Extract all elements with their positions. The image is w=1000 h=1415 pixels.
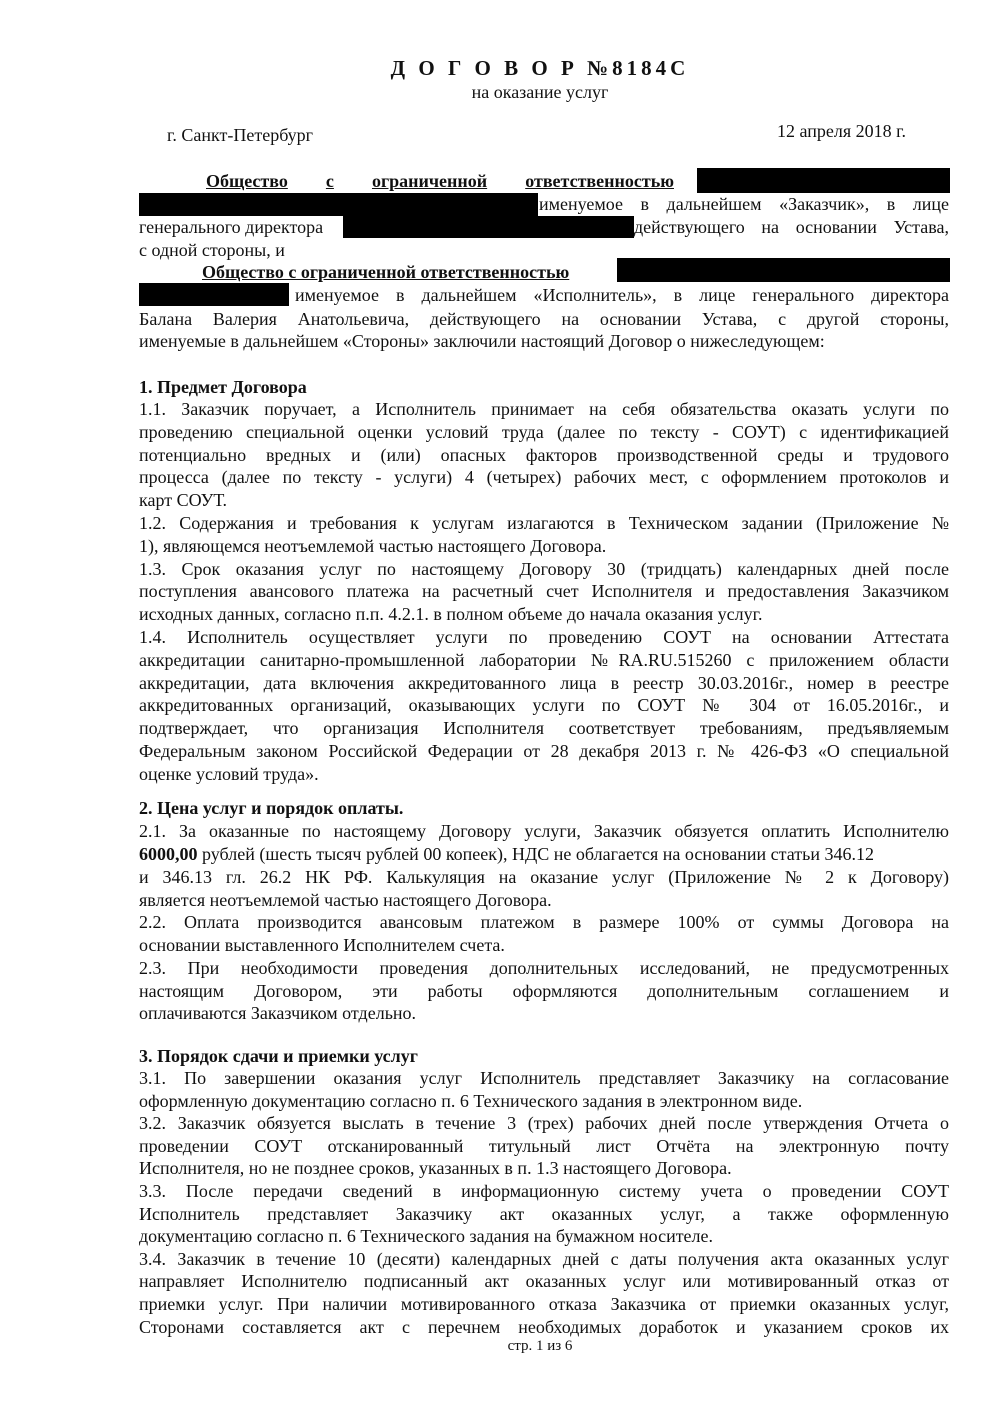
redaction-block bbox=[697, 168, 950, 193]
contractor-org: Общество с ограниченной ответственностью bbox=[202, 262, 570, 282]
section-3-heading: 3. Порядок сдачи и приемки услуг bbox=[139, 1046, 418, 1066]
section-1-heading: 1. Предмет Договора bbox=[139, 377, 307, 397]
text-line: Исполнителя, но не позднее сроков, указанных в п. 1.3 настоящего Договора. bbox=[139, 1158, 732, 1179]
text-line: исходных данных, согласно п.п. 4.2.1. в полном объеме до начала оказания услуг. bbox=[139, 604, 763, 625]
text-line: основании выставленного Исполнителем счета. bbox=[139, 935, 505, 956]
text-line: процесса (далее по тексту - услуги) 4 (четырех) рабочих мест, с оформлением протоколов и bbox=[139, 467, 949, 488]
page-number: стр. 1 из 6 bbox=[507, 1338, 573, 1354]
contractor-named-line bbox=[295, 285, 949, 306]
text-line: 1), являющемся неотъемлемой частью настоящего Договора. bbox=[139, 535, 607, 556]
text-line: приемки услуг. При наличии мотивированного отказа Заказчика от приемки оказанных услуг, bbox=[139, 1294, 949, 1314]
amount-text: рублей (шесть тысяч рублей 00 копеек), НДС не облагается на основании статьи 346.12 bbox=[197, 844, 874, 864]
text-line: 2.3. При необходимости проведения дополнительных исследований, не предусмотренных bbox=[139, 957, 949, 978]
text-line: является неотъемлемой частью настоящего Договора. bbox=[139, 889, 552, 910]
redaction-block bbox=[343, 216, 634, 238]
contract-title: Д О Г О В О Р №8184С bbox=[390, 56, 690, 80]
redaction-block bbox=[617, 258, 950, 282]
text-line: подтверждает, что организация Исполнителя соответствует требованиям, предъявляемым bbox=[139, 718, 949, 739]
text-line: поступления авансового платежа на расчетный счет Исполнителя и предоставления Заказчиком bbox=[139, 581, 949, 602]
text-line: проведении СОУТ отсканированный титульный лист Отчёта на электронную почту bbox=[139, 1135, 949, 1156]
text-line: проведению специальной оценки условий труда (далее по тексту - СОУТ) с идентификацией bbox=[139, 421, 949, 442]
redaction-block bbox=[139, 283, 289, 306]
text-line: оформленную документацию согласно п. 6 Технического задания в электронном виде. bbox=[139, 1090, 803, 1111]
contractor-line: именуемые в дальнейшем «Стороны» заключили настоящий Договор о нижеследующем: bbox=[139, 331, 825, 351]
customer-named-line bbox=[539, 194, 949, 215]
text-line: 1.4. Исполнитель осуществляет услуги по проведению СОУТ на основании Аттестата bbox=[139, 627, 949, 647]
text-line: направляет Исполнителю подписанный акт оказанных услуг или мотивированный отказ от bbox=[139, 1271, 949, 1292]
text-line: Федеральным законом Российской Федерации от 28 декабря 2013 г. № 426-ФЗ «О специальной bbox=[139, 741, 949, 761]
text-line: Сторонами составляется акт с перечнем необходимых доработок и указанием сроков их bbox=[139, 1316, 949, 1337]
text-line: оценке условий труда». bbox=[139, 763, 319, 784]
text-line: 3.1. По завершении оказания услуг Исполнитель представляет Заказчику на согласование bbox=[139, 1068, 949, 1088]
text-line: 1.3. Срок оказания услуг по настоящему Договору 30 (тридцать) календарных дней после bbox=[139, 558, 949, 579]
customer-director: генерального директора bbox=[139, 217, 324, 237]
section-2-heading: 2. Цена услуг и порядок оплаты. bbox=[139, 798, 404, 818]
customer-named-text: именуемое в дальнейшем «Заказчик», в лице bbox=[539, 194, 949, 214]
text-line: 3.2. Заказчик обязуется выслать в течение 3 (трех) рабочих дней после утверждения Отчета о bbox=[139, 1113, 949, 1134]
text-line: документацию согласно п. 6 Технического задания на бумажном носителе. bbox=[139, 1226, 714, 1247]
text-line: аккредитованных организаций, оказывающих услуги по СОУТ № 304 от 16.05.2016г., и bbox=[139, 695, 949, 716]
contract-amount: 6000,00 bbox=[139, 844, 198, 864]
text-line: оплачиваются Заказчиком отдельно. bbox=[139, 1003, 417, 1024]
section-2-line: 2.1. За оказанные по настоящему Договору услуги, Заказчик обязуется оплатить Исполнителю bbox=[139, 821, 949, 841]
contract-subtitle: на оказание услуг bbox=[471, 82, 609, 102]
text-line: Исполнитель представляет Заказчику акт оказанных услуг, а также оформленную bbox=[139, 1203, 949, 1224]
contractor-line: Балана Валерия Анатольевича, действующего на основании Устава, с другой стороны, bbox=[139, 309, 949, 329]
text-line: 1.2. Содержания и требования к услугам излагаются в Техническом задании (Приложение № bbox=[139, 513, 949, 533]
section-2-amount-line bbox=[139, 843, 949, 865]
customer-acting-text: действующего на основании Устава, bbox=[634, 217, 949, 237]
text-line: 3.3. После передачи сведений в информационную систему учета о проведении СОУТ bbox=[139, 1181, 949, 1201]
text-line: аккредитации санитарно-промышленной лаборатории №RA.RU.515260 с приложением области bbox=[139, 649, 949, 670]
contract-city: г. Санкт-Петербург bbox=[167, 125, 314, 145]
customer-org-word: с bbox=[325, 171, 334, 191]
customer-org-word: ответственностью bbox=[525, 171, 674, 191]
customer-acting-line bbox=[634, 217, 949, 238]
customer-side: с одной стороны, и bbox=[139, 240, 285, 260]
customer-org-line bbox=[206, 171, 674, 192]
text-line: настоящим Договором, эти работы оформляются дополнительным соглашением и bbox=[139, 980, 949, 1001]
text-line: 3.4. Заказчик в течение 10 (десяти) календарных дней с даты получения акта оказанных услуг bbox=[139, 1248, 949, 1269]
text-line: и 346.13 гл. 26.2 НК РФ. Калькуляция на оказание услуг (Приложение № 2 к Договору) bbox=[139, 867, 949, 887]
redaction-block bbox=[139, 193, 538, 216]
text-line: потенциально вредных и (или) опасных факторов производственной среды и трудового bbox=[139, 444, 949, 465]
customer-org-word: Общество bbox=[206, 171, 288, 191]
contractor-named-text: именуемое в дальнейшем «Исполнитель», в лице генерального директора bbox=[295, 285, 949, 305]
customer-org-word: ограниченной bbox=[371, 171, 488, 191]
text-line: 2.2. Оплата производится авансовым платежом в размере 100% от суммы Договора на bbox=[139, 912, 949, 933]
text-line: 1.1. Заказчик поручает, а Исполнитель принимает на себя обязательства оказать услуги по bbox=[139, 399, 949, 419]
contract-date: 12 апреля 2018 г. bbox=[777, 121, 906, 141]
text-line: карт СОУТ. bbox=[139, 490, 228, 511]
text-line: аккредитации, дата включения аккредитованного лица в реестр 30.03.2016г., номер в реестре bbox=[139, 672, 949, 693]
